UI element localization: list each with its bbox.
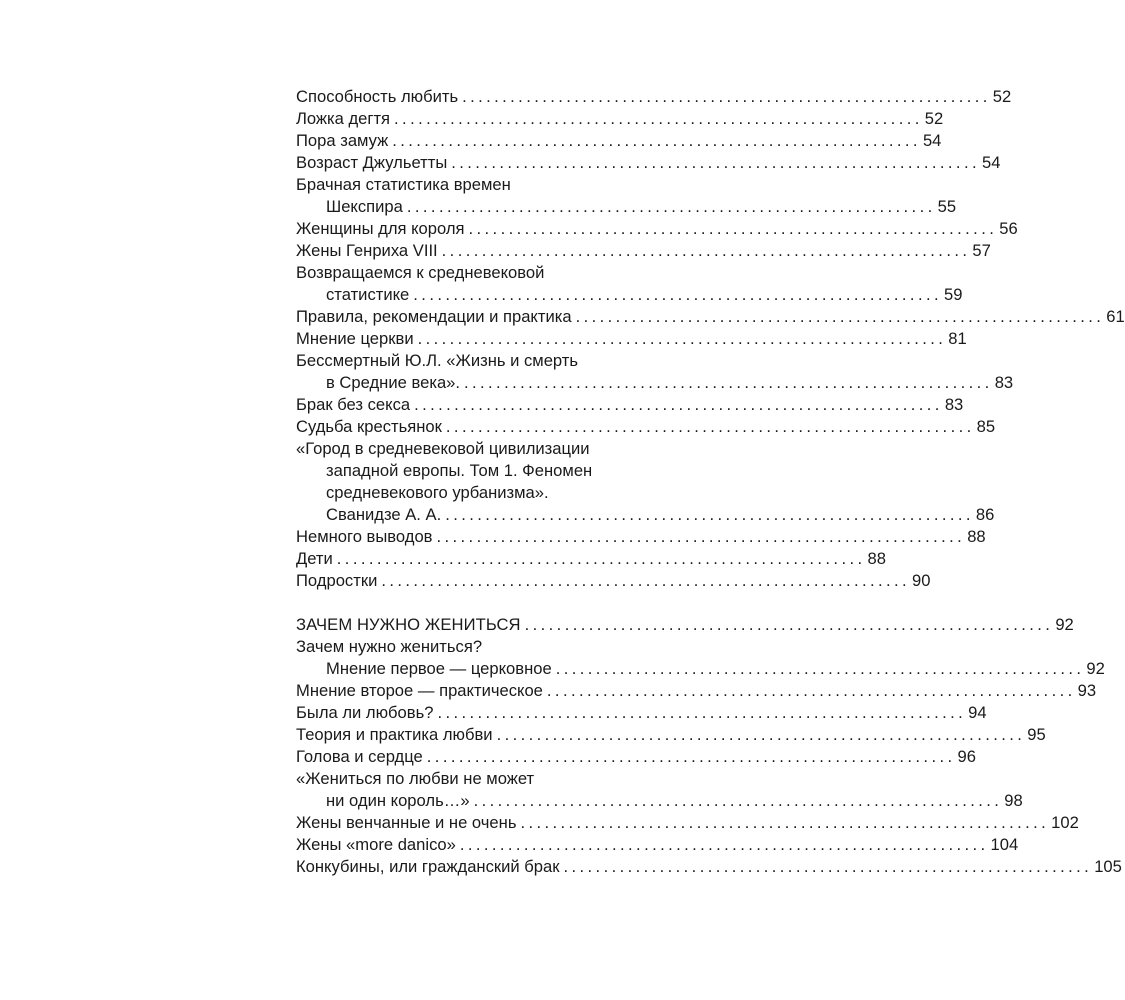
toc-entry-title-continuation: Шекспира [326,197,403,216]
toc-page-number: 90 [912,571,931,590]
toc-entry-title: Правила, рекомендации и практика [296,307,572,326]
toc-page-number: 96 [957,747,976,766]
toc-entry [296,416,996,438]
toc-entry [296,834,1019,856]
toc-entry [296,438,995,526]
toc-entry-title-continuation: средневекового урбанизма». [326,483,549,502]
toc-entry-title: Судьба крестьянок [296,417,442,436]
toc-entry-title: Жены «more danico» [296,835,456,854]
toc-entry-title: «Город в средневековой цивилизации [296,439,590,458]
dot-leader: .................................................................. [546,681,1076,700]
toc-entry-title-continuation: в Средние века». [326,373,461,392]
toc-entry-title: Женщины для короля [296,219,465,238]
toc-entry [296,262,963,306]
toc-entry-title: Брак без секса [296,395,411,414]
toc-entry-title: Теория и практика любви [296,725,493,744]
dot-leader: .................................................................. [563,857,1093,876]
dot-leader: .................................................................. [426,747,956,766]
dot-leader: .................................................................. [464,373,993,392]
dot-leader: .................................................................. [555,659,1085,678]
dot-leader: .................................................................. [417,329,947,348]
toc-page-number: 59 [943,285,963,304]
toc-entry [296,152,1001,174]
toc-entry [296,174,957,218]
dot-leader: .................................................................. [473,791,1003,810]
toc-entry [296,108,944,130]
toc-entry-title: Ложка дегтя [296,109,391,128]
toc-entry [296,350,1014,394]
toc-section-heading [296,614,1074,636]
dot-leader: .................................................................. [468,219,998,238]
toc-entry-title: ЗАЧЕМ НУЖНО ЖЕНИТЬСЯ [296,615,521,634]
toc-page-number: 56 [999,219,1018,238]
toc-page-number: 95 [1027,725,1046,744]
toc-page-number: 55 [937,197,957,216]
toc-page-number: 83 [944,395,964,414]
dot-leader: .................................................................. [459,835,989,854]
toc-entry [296,306,1125,328]
toc-entry-title: Бессмертный Ю.Л. «Жизнь и смерть [296,351,579,370]
dot-leader: .................................................................. [462,87,991,106]
toc-page-number: 54 [981,153,1001,172]
toc-entry-title: Конкубины, или гражданский брак [296,857,560,876]
toc-page-number: 61 [1106,307,1125,326]
toc-entry-title-continuation: Сванидзе А. А. [326,505,442,524]
toc-entry [296,746,976,768]
toc-entry-title: Немного выводов [296,527,433,546]
toc-page-number: 92 [1055,615,1074,634]
toc-entry [296,328,967,350]
toc-entry [296,768,1023,812]
dot-leader: .................................................................. [445,417,975,436]
toc-entry [296,130,942,152]
toc-entry [296,526,986,548]
toc-entry-title-continuation: ни один король…» [326,791,470,810]
dot-leader: .................................................................. [336,549,866,568]
toc-entry-title: «Жениться по любви не может [296,769,535,788]
dot-leader: .................................................................. [381,571,911,590]
dot-leader: .................................................................. [451,153,980,172]
toc-entry-title: Была ли любовь? [296,703,434,722]
toc-block-2 [296,614,1122,878]
toc-entry [296,570,931,592]
toc-entry [296,86,1012,108]
toc-entry [296,218,1018,240]
dot-leader: .................................................................. [392,131,921,150]
toc-page-number: 86 [975,505,995,524]
toc-entry [296,812,1079,834]
toc-entry [296,240,991,262]
toc-page-number: 98 [1004,791,1023,810]
toc-entry [296,394,964,416]
toc-entry [296,702,987,724]
toc-entry-title-continuation: статистике [326,285,410,304]
toc-entry-title-continuation: западной европы. Том 1. Феномен [326,461,593,480]
dot-leader: .................................................................. [437,703,967,722]
toc-page-number: 85 [976,417,996,436]
toc-page-number: 52 [924,109,944,128]
toc-entry-title-continuation: Мнение первое — церковное [326,659,552,678]
toc-entry-title: Дети [296,549,333,568]
dot-leader: .................................................................. [524,615,1054,634]
toc-page-number: 92 [1086,659,1105,678]
toc-block-1 [296,86,1125,592]
toc-entry [296,680,1097,702]
toc-entry-title: Пора замуж [296,131,389,150]
toc-page-number: 88 [867,549,886,568]
toc-page-number: 94 [968,703,987,722]
toc-page-number: 54 [922,131,942,150]
dot-leader: .................................................................. [414,395,943,414]
toc-page-number: 52 [992,87,1012,106]
toc-entry [296,856,1122,878]
toc-page-number: 104 [990,835,1019,854]
dot-leader: .................................................................. [445,505,974,524]
dot-leader: .................................................................. [496,725,1026,744]
toc-page-number: 88 [967,527,986,546]
toc-entry-title: Зачем нужно жениться? [296,637,483,656]
toc-entry [296,724,1046,746]
toc-page-number: 83 [994,373,1014,392]
toc-page-number: 57 [972,241,991,260]
toc-page-number: 102 [1051,813,1079,832]
toc-entry-title: Возвращаемся к средневековой [296,263,545,282]
dot-leader: .................................................................. [413,285,942,304]
dot-leader: .................................................................. [436,527,966,546]
dot-leader: .................................................................. [394,109,923,128]
dot-leader: .................................................................. [520,813,1050,832]
toc-entry [296,548,886,570]
toc-entry-title: Жены Генриха VIII [296,241,438,260]
dot-leader: .................................................................. [406,197,936,216]
toc-entry-title: Способность любить [296,87,459,106]
toc-entry-title: Мнение второе — практическое [296,681,543,700]
toc-entry-title: Мнение церкви [296,329,414,348]
toc-page-number: 81 [948,329,967,348]
toc-entry-title: Брачная статистика времен [296,175,511,194]
toc-entry-title: Жены венчанные и не очень [296,813,517,832]
table-of-contents [296,86,1125,878]
toc-entry [296,636,1105,680]
toc-entry-title: Подростки [296,571,378,590]
toc-entry-title: Возраст Джульетты [296,153,448,172]
toc-page-number: 93 [1077,681,1097,700]
toc-entry-title: Голова и сердце [296,747,423,766]
dot-leader: .................................................................. [441,241,971,260]
dot-leader: .................................................................. [575,307,1105,326]
toc-page-number: 105 [1094,857,1122,876]
